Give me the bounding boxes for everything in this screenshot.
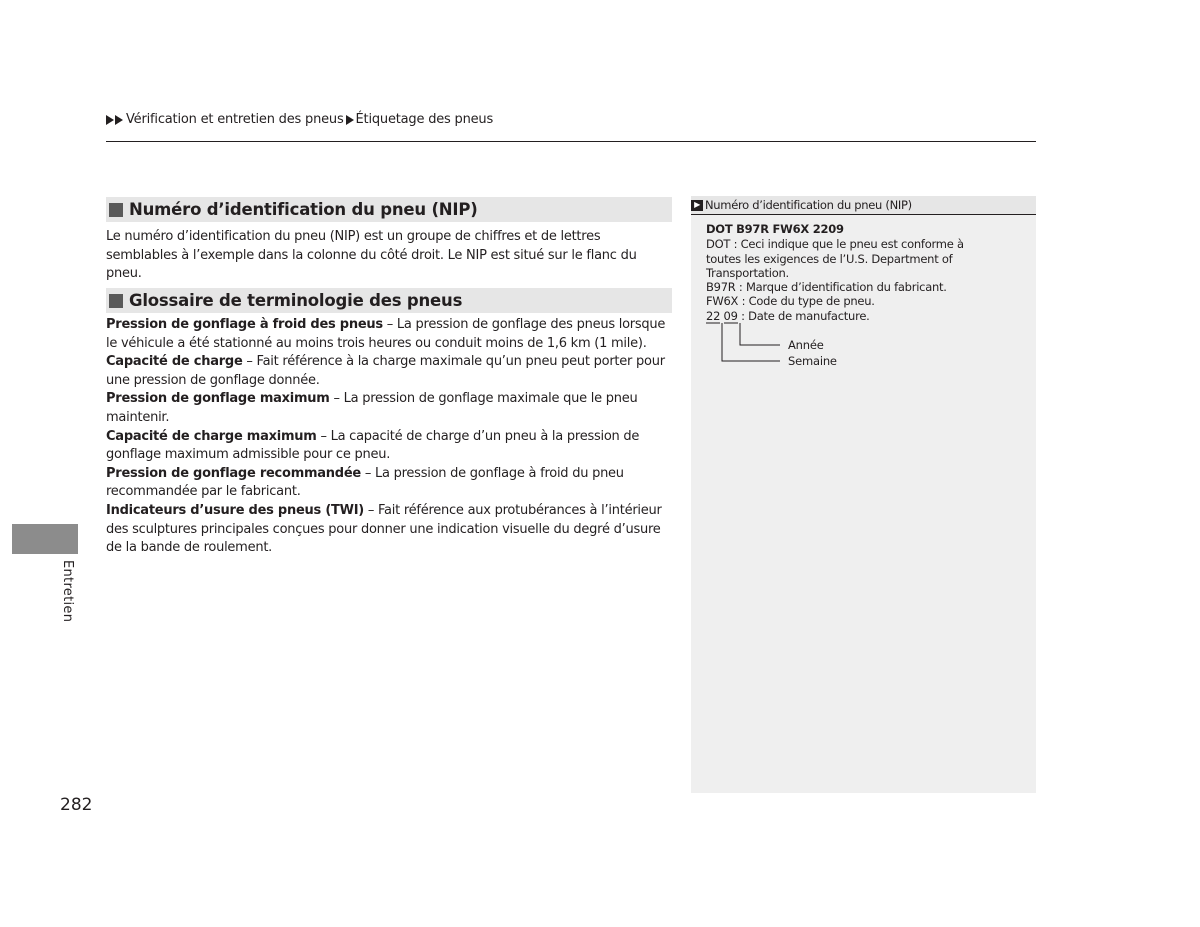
week-label: Semaine: [788, 354, 837, 368]
year-label: Année: [788, 338, 824, 352]
glossary-entry: [106, 465, 674, 502]
glossary-definition: – La pression de gonflage à froid du pneu recommandée par le fabricant.: [106, 465, 624, 500]
glossary-entry: [106, 353, 674, 390]
breadcrumb-item[interactable]: Vérification et entretien des pneus: [126, 112, 344, 127]
section-title: Glossaire de terminologie des pneus: [129, 291, 463, 310]
page-number: 282: [60, 795, 93, 815]
glossary-entry: [106, 316, 674, 353]
breadcrumb: [106, 112, 493, 127]
chapter-tab[interactable]: [12, 524, 78, 554]
paragraph: Le numéro d’identification du pneu (NIP) est un groupe de chiffres et de lettres semblables à l’exemple dans la colonne du côté droit. Le NIP est situé sur le flanc du pneu.: [106, 229, 637, 282]
reference-icon: ▶: [691, 200, 703, 211]
glossary-term: Pression de gonflage à froid des pneus: [106, 317, 383, 332]
breadcrumb-arrow-icon: [106, 115, 114, 125]
breadcrumb-item[interactable]: Étiquetage des pneus: [355, 112, 494, 127]
tire-code: DOT B97R FW6X 2209: [706, 222, 844, 236]
sidebar-title: Numéro d’identification du pneu (NIP): [705, 198, 912, 212]
glossary-definition: – La pression de gonflage maximale que le pneu maintenir.: [106, 391, 638, 425]
sidebar-line: Transportation.: [706, 265, 789, 280]
square-bullet-icon: [109, 203, 123, 217]
sidebar-note: [691, 196, 1036, 793]
breadcrumb-arrow-icon: [115, 115, 123, 125]
glossary-definition: – Fait référence à la charge maximale qu’un pneu peut porter pour une pression de gonflage donnée.: [106, 354, 665, 388]
glossary-term: Pression de gonflage maximum: [106, 391, 330, 407]
glossary-definition: – La pression de gonflage des pneus lorsque le véhicule a été stationné au moins trois heures ou conduit moins de 1,6 km (1 mile).: [106, 317, 666, 351]
section-title: Numéro d’identification du pneu (NIP): [129, 200, 478, 219]
section-body: [106, 228, 674, 284]
chapter-tab-label: Entretien: [60, 560, 75, 623]
breadcrumb-arrow-icon: [346, 115, 354, 125]
sidebar-line: FW6X : Code du type de pneu.: [706, 294, 875, 309]
sidebar-line: DOT : Ceci indique que le pneu est conforme à: [706, 237, 964, 252]
date-code-diagram: [691, 196, 1036, 396]
square-bullet-icon: [109, 294, 123, 308]
section-heading: [106, 288, 672, 313]
glossary-term: Pression de gonflage recommandée: [106, 465, 361, 481]
sidebar-line: toutes les exigences de l’U.S. Department of: [706, 251, 953, 266]
glossary-definition: – La capacité de charge d’un pneu à la pression de gonflage maximum admissible pour ce pneu.: [106, 428, 640, 463]
header-rule: [106, 141, 1036, 142]
sidebar-line: B97R : Marque d’identification du fabricant.: [706, 280, 947, 295]
glossary-term: Capacité de charge: [106, 354, 243, 370]
date-description: : Date de manufacture.: [737, 308, 870, 323]
glossary-entry: [106, 502, 674, 558]
glossary-entry: [106, 428, 674, 465]
date-year: 09: [723, 308, 738, 323]
glossary: [106, 316, 674, 558]
glossary-term: Capacité de charge maximum: [106, 428, 317, 444]
section-heading: [106, 197, 672, 222]
date-week: 22: [706, 308, 721, 323]
glossary-entry: [106, 390, 674, 427]
glossary-term: Indicateurs d’usure des pneus (TWI): [106, 502, 364, 518]
glossary-definition: – Fait référence aux protubérances à l’intérieur des sculptures principales conçues pour donner une indication visuelle du degré d’usure de la bande de roulement.: [106, 502, 662, 556]
